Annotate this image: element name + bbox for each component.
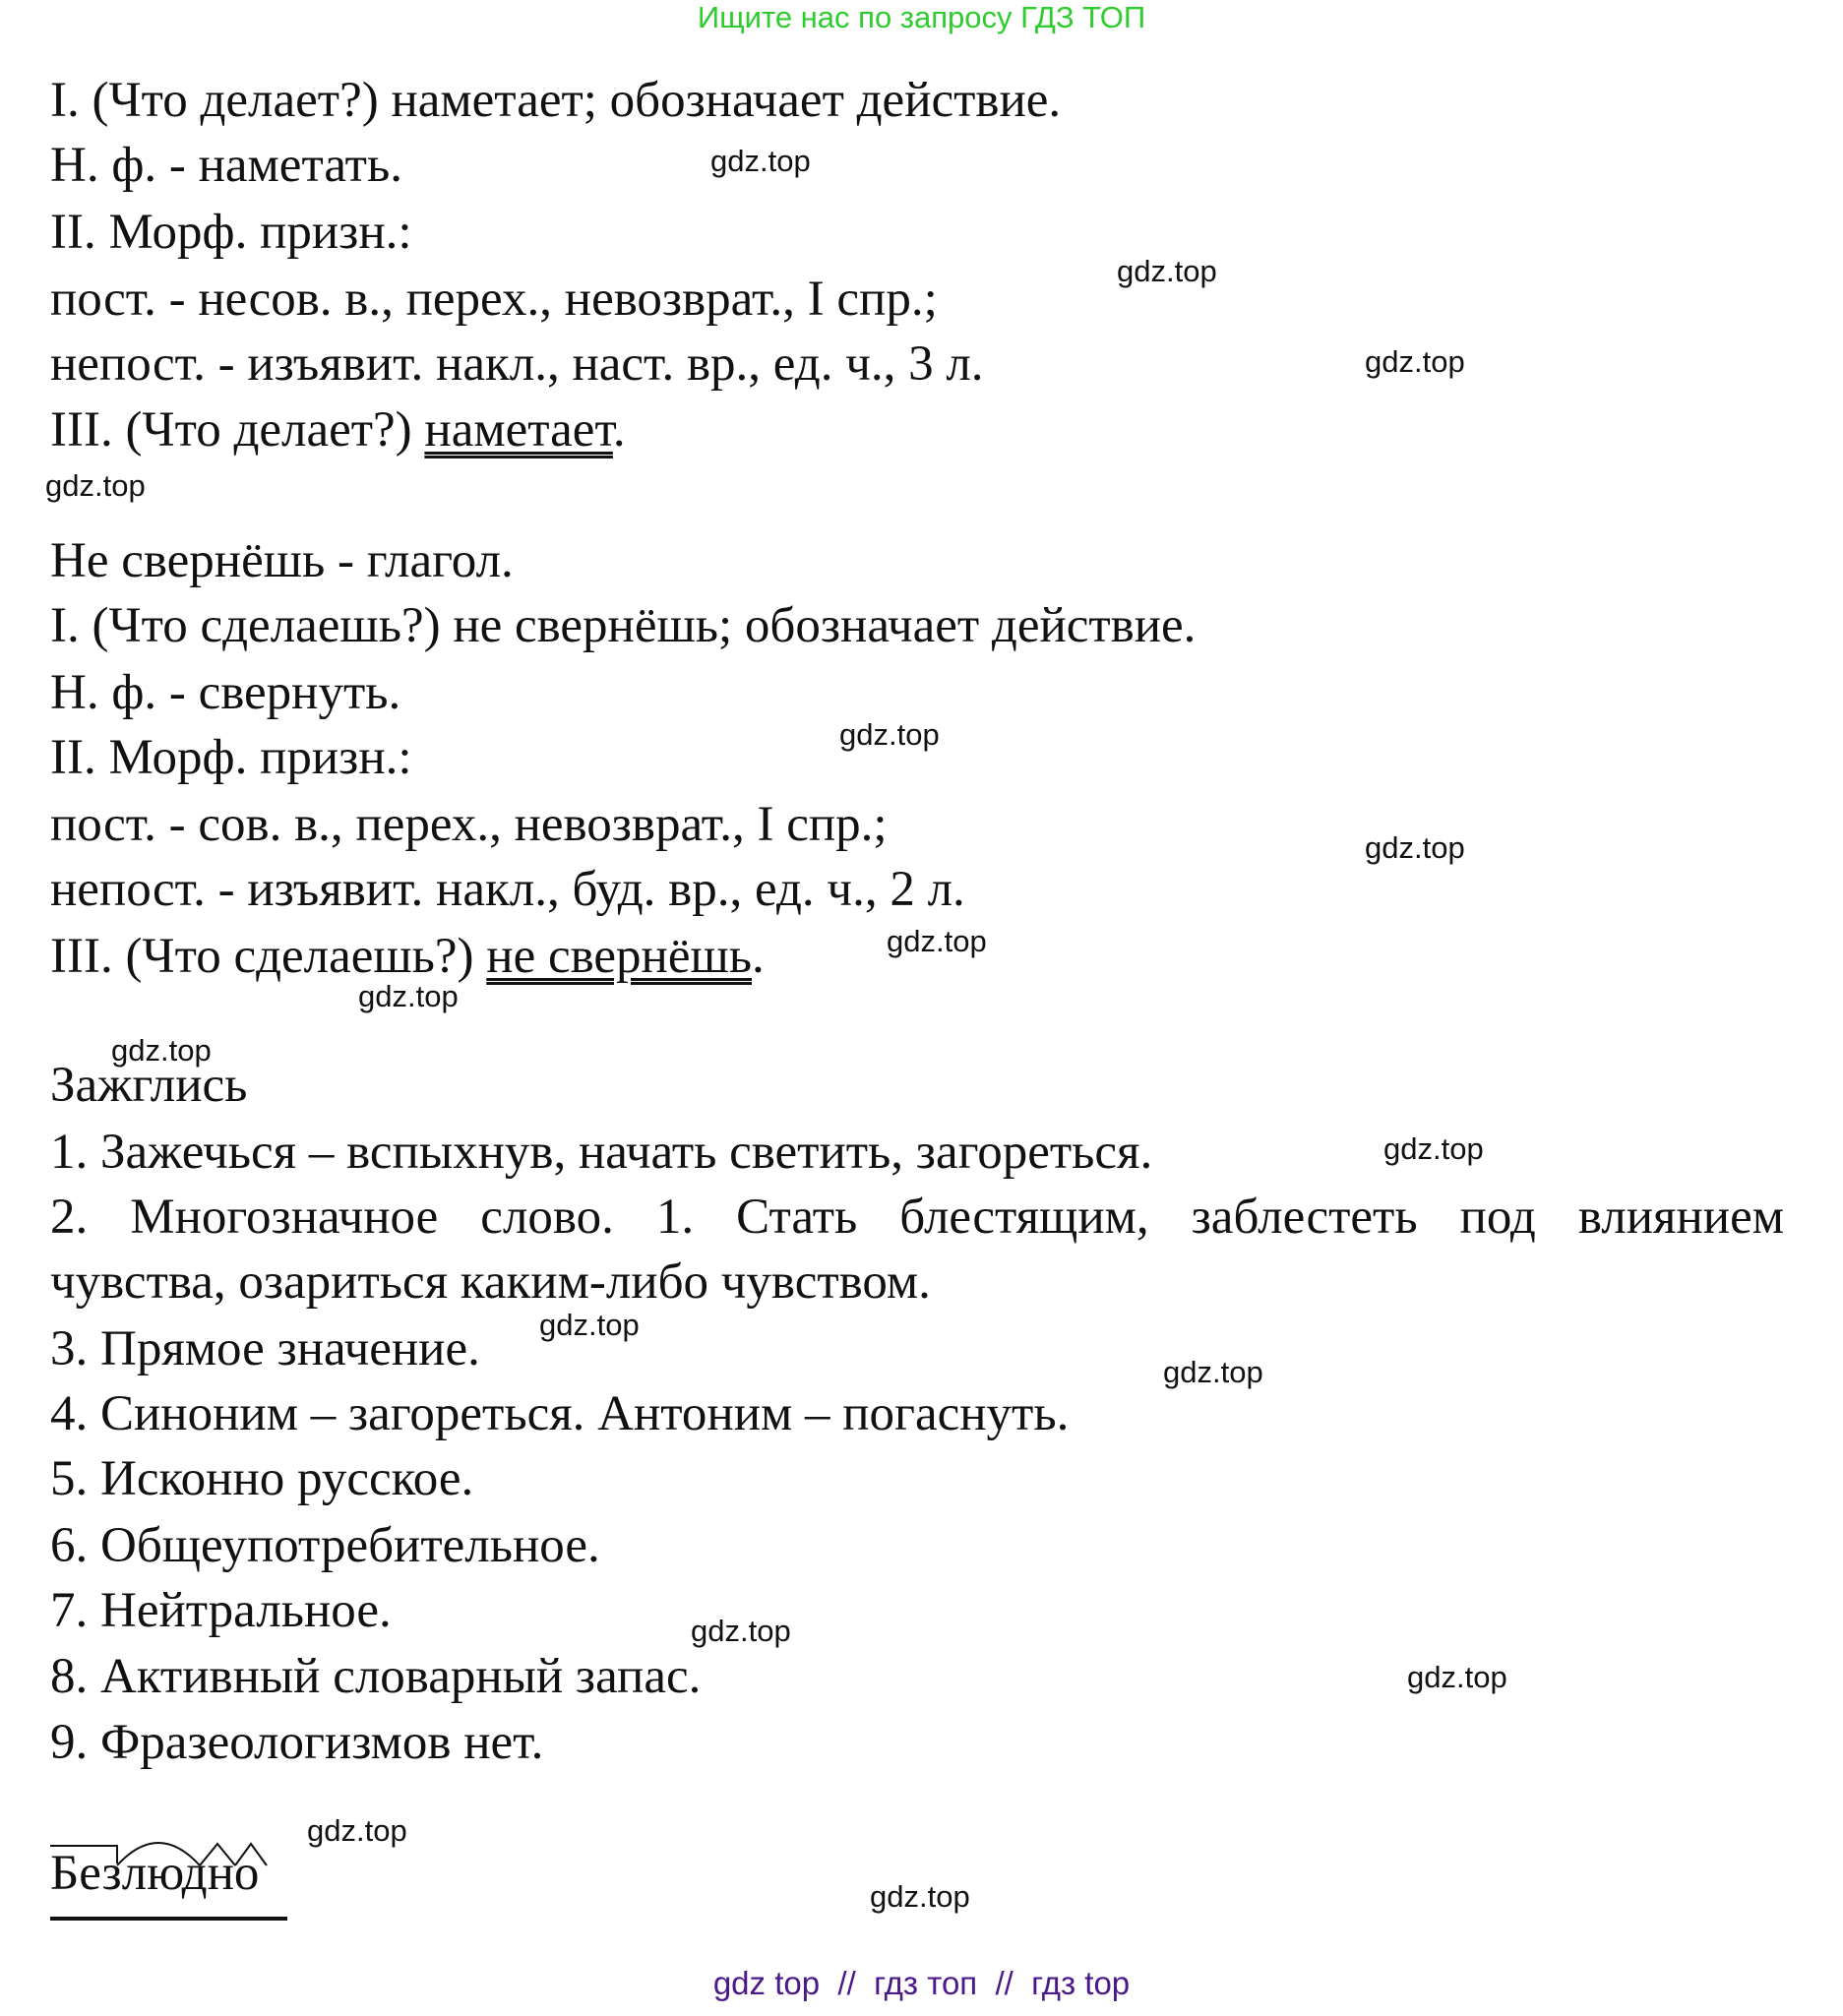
parse-line: пост. - сов. в., перех., невозврат., I спр.; [50,797,888,852]
watermark: gdz.top [710,144,811,178]
block-title: Не свернёшь - глагол. [50,533,514,588]
parse-line [50,927,765,986]
footer-links [0,1964,1843,2003]
watermark: gdz.top [1365,344,1465,379]
parse-line: пост. - несов. в., перех., невозврат., I спр.; [50,272,938,327]
list-item: 9. Фразеологизмов нет. [50,1715,544,1770]
watermark: gdz.top [1163,1355,1263,1389]
line-prefix: III. (Что делает?) [50,402,425,458]
watermark: gdz.top [539,1308,640,1342]
parse-line: II. Морф. призн.: [50,205,412,260]
parse-line [50,400,626,459]
list-item: 2. Многозначное слово. 1. Стать блестящим, заблестеть под влиянием [50,1190,1784,1245]
parse-line: I. (Что делает?) наметает; обозначает действие. [50,73,1062,128]
watermark: gdz.top [45,468,146,503]
block-title: Зажглись [50,1058,248,1113]
watermark: gdz.top [839,717,940,752]
list-item: 7. Нейтральное. [50,1583,392,1638]
search-hint-banner: Ищите нас по запросу ГДЗ ТОП [697,0,1146,34]
list-item: 1. Зажечься – вспыхнув, начать светить, загореться. [50,1125,1153,1180]
parse-line: II. Морф. призн.: [50,730,412,785]
parse-line: I. (Что сделаешь?) не свернёшь; обозначает действие. [50,598,1197,653]
parse-line: Н. ф. - наметать. [50,138,402,193]
list-item: 3. Прямое значение. [50,1321,480,1376]
list-item: 8. Активный словарный запас. [50,1649,702,1704]
list-item: 5. Исконно русское. [50,1451,474,1506]
watermark: gdz.top [1365,830,1465,865]
watermark: gdz.top [1407,1660,1507,1694]
line-suffix: . [612,402,626,458]
parse-line: непост. - изъявит. накл., наст. вр., ед. ч., 3 л. [50,336,984,392]
watermark: gdz.top [307,1813,407,1848]
list-item: 6. Общеупотребительное. [50,1518,600,1573]
watermark: gdz.top [1117,254,1217,288]
parse-line: непост. - изъявит. накл., буд. вр., ед. ч., 2 л. [50,862,965,917]
predicate-underlined: наметает [424,402,613,458]
list-item: 4. Синоним – загореться. Антоним – погаснуть. [50,1386,1070,1441]
morpheme-marks-icon [50,1824,306,1932]
watermark: gdz.top [870,1879,970,1914]
watermark: gdz.top [358,979,459,1013]
watermark: gdz.top [887,924,987,958]
watermark: gdz.top [111,1033,212,1068]
line-prefix: III. (Что сделаешь?) [50,929,487,984]
watermark: gdz.top [691,1614,791,1648]
parse-line: Н. ф. - свернуть. [50,665,401,720]
watermark: gdz.top [1383,1131,1484,1166]
morph-word: Безлюдно [50,1846,260,1901]
predicate-underlined: не свернёшь [486,929,752,984]
footer-text: gdz top // гдз топ // гдз top [712,1965,1131,2001]
list-item-continuation: чувства, озариться каким-либо чувством. [50,1254,931,1310]
line-suffix: . [752,929,765,984]
